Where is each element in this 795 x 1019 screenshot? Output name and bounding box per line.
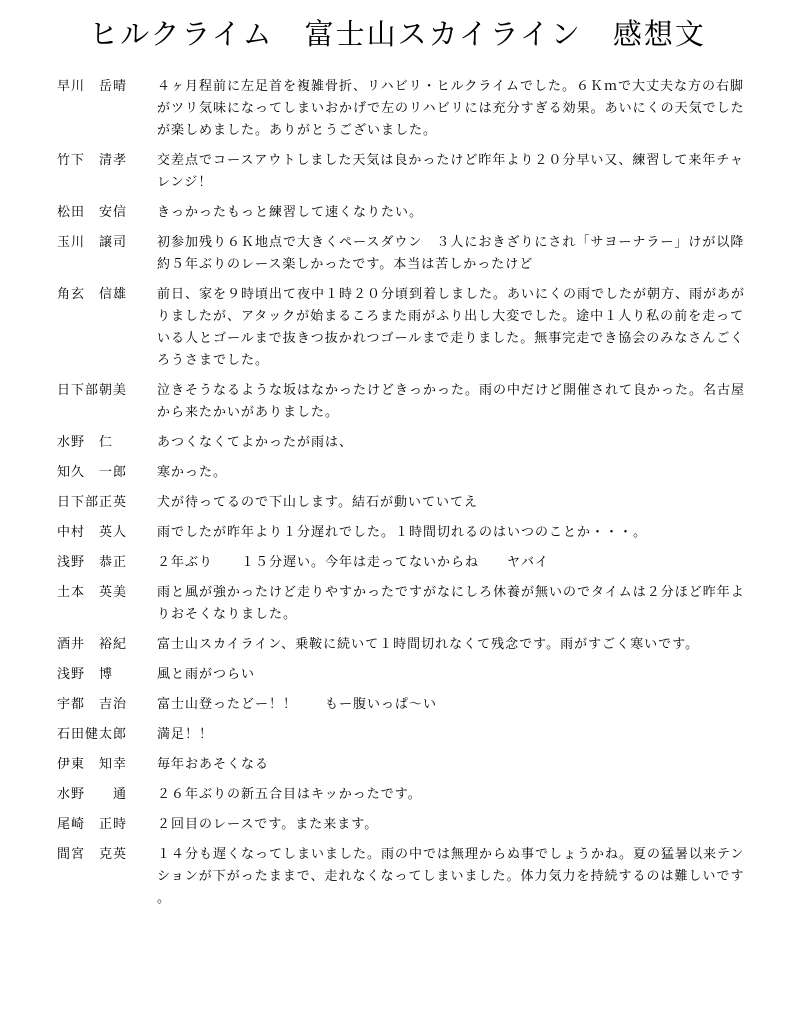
comment-entry xyxy=(0,492,795,514)
comment-entry xyxy=(0,76,795,142)
document-title: ヒルクライム 富士山スカイライン 感想文 xyxy=(89,17,706,51)
participant-name: 知久 一郎 xyxy=(57,465,128,480)
participant-comment: きっかったもっと練習して速くなりたい。 xyxy=(157,205,424,220)
participant-comment: ２回目のレースです。また来ます。 xyxy=(157,817,379,832)
participant-name: 日下部正英 xyxy=(57,495,128,510)
comment-entry xyxy=(0,150,795,194)
participant-name: 中村 英人 xyxy=(57,525,128,540)
comment-entry xyxy=(0,522,795,544)
participant-comment: ４ヶ月程前に左足首を複雑骨折、リハビリ・ヒルクライムでした。６Ｋｍで大丈夫な方の右脚がツリ気味になってしまいおかげで左のリハビリには充分すぎる効果。あいにくの天気でしたが楽しめました。ありがとうございました。 xyxy=(157,79,745,138)
participant-comment: 前日、家を９時頃出て夜中１時２０分頃到着しました。あいにくの雨でしたが朝方、雨があがりましたが、アタックが始まるころまた雨がふり出し大変でした。途中１人り私の前を走っている人とゴールまで抜きつ抜かれつゴールまで走りました。無事完走でき協会のみなさんごくろうさまでした。 xyxy=(157,287,746,368)
comment-entry xyxy=(0,202,795,224)
participant-comment: 犬が待ってるので下山します。結石が動いていてえ xyxy=(157,495,478,510)
participant-name: 土本 英美 xyxy=(57,585,128,600)
participant-name: 間宮 克英 xyxy=(57,847,128,862)
comment-entry xyxy=(0,814,795,836)
comment-entry xyxy=(0,582,795,626)
participant-name: 水野 通 xyxy=(57,787,128,802)
comment-entry xyxy=(0,432,795,454)
participant-comment: 雨でしたが昨年より１分遅れでした。１時間切れるのはいつのことか・・・。 xyxy=(157,525,648,540)
comment-entry xyxy=(0,754,795,776)
participant-name: 石田健太郎 xyxy=(57,727,128,742)
participant-comment: 風と雨がつらい xyxy=(157,667,256,682)
participant-name: 浅野 恭正 xyxy=(57,555,128,570)
comment-entry xyxy=(0,552,795,574)
participant-name: 松田 安信 xyxy=(57,205,128,220)
participant-comment: あつくなくてよかったが雨は、 xyxy=(157,435,354,450)
participant-comment: ２年ぶり １５分遅い。今年は走ってないからね ヤバイ xyxy=(157,555,550,570)
participant-name: 早川 岳晴 xyxy=(57,79,128,94)
comment-entry xyxy=(0,634,795,656)
comment-list xyxy=(0,76,795,918)
participant-name: 宇都 吉治 xyxy=(57,697,128,712)
participant-name: 伊東 知幸 xyxy=(57,757,128,772)
participant-name: 酒井 裕紀 xyxy=(57,637,128,652)
comment-entry xyxy=(0,284,795,372)
participant-name: 角玄 信雄 xyxy=(57,287,128,302)
participant-name: 竹下 清孝 xyxy=(57,153,128,168)
comment-entry xyxy=(0,380,795,424)
participant-name: 浅野 博 xyxy=(57,667,114,682)
participant-comment: 満足！！ xyxy=(157,727,214,742)
participant-name: 玉川 譲司 xyxy=(57,235,128,250)
participant-comment: 富士山登ったどー！！ もー腹いっぱ～い xyxy=(157,697,438,712)
comment-entry xyxy=(0,462,795,484)
participant-name: 日下部朝美 xyxy=(57,383,128,398)
comment-entry xyxy=(0,232,795,276)
participant-comment: 毎年おあそくなる xyxy=(157,757,270,772)
comment-entry xyxy=(0,724,795,746)
participant-comment: ２６年ぶりの新五合目はキッかったです。 xyxy=(157,787,422,802)
participant-comment: １４分も遅くなってしまいました。雨の中では無理からぬ事でしょうかね。夏の猛暑以来テンションが下がったままで、走れなくなってしまいました。体力気力を持続するのは難しいです。 xyxy=(157,847,745,906)
comment-entry xyxy=(0,694,795,716)
comment-entry xyxy=(0,784,795,806)
participant-comment: 雨と風が強かったけど走りやすかったですがなにしろ休養が無いのでタイムは２分ほど昨年よりおそくなりました。 xyxy=(157,585,745,622)
participant-name: 尾崎 正時 xyxy=(57,817,128,832)
comment-entry xyxy=(0,664,795,686)
participant-comment: 交差点でコースアウトしました天気は良かったけど昨年より２０分早い又、練習して来年チャレンジ！ xyxy=(157,153,744,190)
participant-comment: 富士山スカイライン、乗鞍に続いて１時間切れなくて残念です。雨がすごく寒いです。 xyxy=(157,637,700,652)
participant-comment: 寒かった。 xyxy=(157,465,228,480)
comment-entry xyxy=(0,844,795,910)
participant-name: 水野 仁 xyxy=(57,435,114,450)
participant-comment: 初参加残り６Ｋ地点で大きくペースダウン ３人におきざりにされ「サヨーナラー」けが以降約５年ぶりのレース楽しかったです。本当は苦しかったけど xyxy=(157,235,745,272)
participant-comment: 泣きそうなるような坂はなかったけどきっかった。雨の中だけど開催されて良かった。名古屋から来たかいがありました。 xyxy=(157,383,746,420)
